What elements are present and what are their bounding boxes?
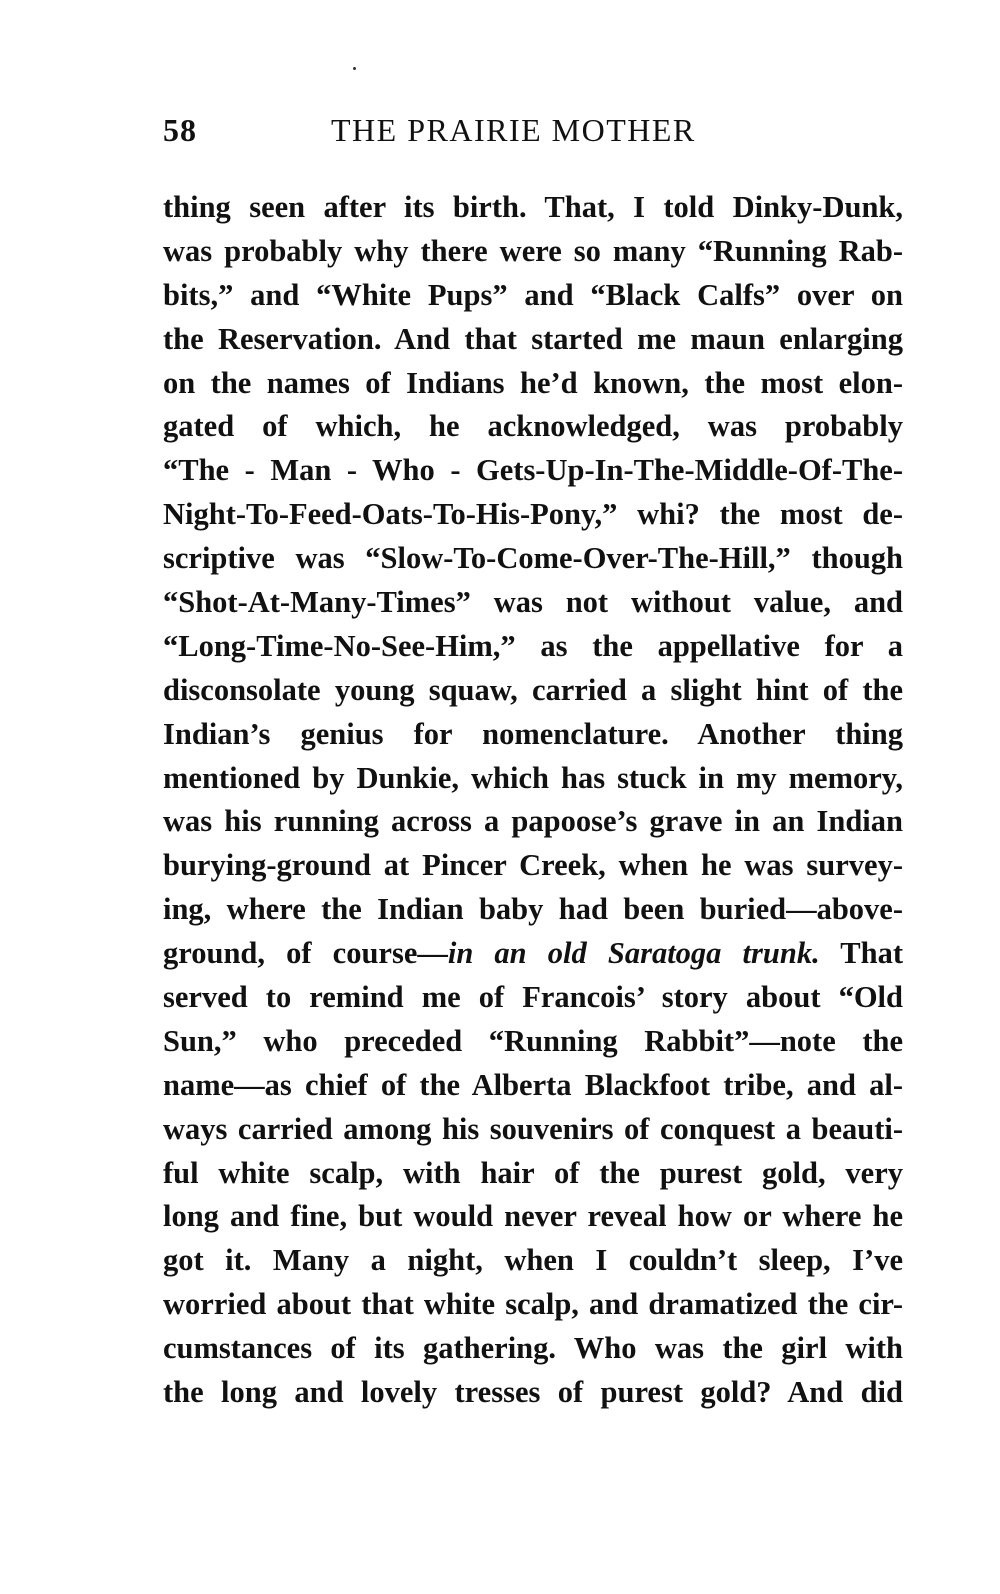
- text-line: burying-ground at Pincer Creek, when he was survey-: [163, 848, 903, 883]
- text-line: worried about that white scalp, and dramatized the cir-: [163, 1287, 903, 1322]
- text-line: Night-To-Feed-Oats-To-His-Pony,” whi? the most de-: [163, 497, 903, 532]
- text-line: ways carried among his souvenirs of conquest a beauti-: [163, 1111, 903, 1146]
- text-line: was probably why there were so many “Running Rab-: [163, 233, 903, 268]
- body-text: [163, 186, 903, 1415]
- text-line: disconsolate young squaw, carried a slight hint of the: [163, 672, 903, 707]
- text-line: gated of which, he acknowledged, was probably: [163, 409, 903, 444]
- line-text-after-italic: That: [819, 936, 903, 971]
- text-line: was his running across a papoose’s grave in an Indian: [163, 804, 903, 839]
- text-line: the long and lovely tresses of purest gold? And did: [163, 1375, 903, 1410]
- text-line: got it. Many a night, when I couldn’t sleep, I’ve: [163, 1243, 903, 1278]
- line-text-before-italic: ground, of course—: [163, 936, 448, 971]
- text-line: mentioned by Dunkie, which has stuck in my memory,: [163, 760, 903, 795]
- text-line: Sun,” who preceded “Running Rabbit”—note the: [163, 1023, 903, 1058]
- page-number: 58: [163, 112, 197, 148]
- text-line: ing, where the Indian baby had been buried—above-: [163, 892, 903, 927]
- text-line: “The - Man - Who - Gets-Up-In-The-Middle-Of-The-: [163, 453, 903, 488]
- text-line: on the names of Indians he’d known, the most elon-: [163, 365, 903, 400]
- text-line: “Shot-At-Many-Times” was not without value, and: [163, 585, 903, 620]
- page-speck: [353, 67, 356, 70]
- text-line: name—as chief of the Alberta Blackfoot tribe, and al-: [163, 1067, 903, 1102]
- page-header: [163, 112, 903, 152]
- text-line: long and fine, but would never reveal how or where he: [163, 1199, 903, 1234]
- text-line: scriptive was “Slow-To-Come-Over-The-Hill,” though: [163, 541, 903, 576]
- text-line-with-italic: [163, 932, 903, 976]
- running-head: THE PRAIRIE MOTHER: [331, 112, 696, 148]
- italic-phrase: in an old Saratoga trunk.: [447, 936, 820, 971]
- text-line: the Reservation. And that started me maun enlarging: [163, 321, 903, 356]
- text-line: Indian’s genius for nomenclature. Another thing: [163, 716, 903, 751]
- text-line: ful white scalp, with hair of the purest gold, very: [163, 1155, 903, 1190]
- text-line: bits,” and “White Pups” and “Black Calfs” over on: [163, 277, 903, 312]
- text-line: cumstances of its gathering. Who was the girl with: [163, 1331, 903, 1366]
- text-line: thing seen after its birth. That, I told Dinky-Dunk,: [163, 190, 903, 224]
- text-line: served to remind me of Francois’ story about “Old: [163, 980, 903, 1015]
- text-line: “Long-Time-No-See-Him,” as the appellative for a: [163, 628, 903, 663]
